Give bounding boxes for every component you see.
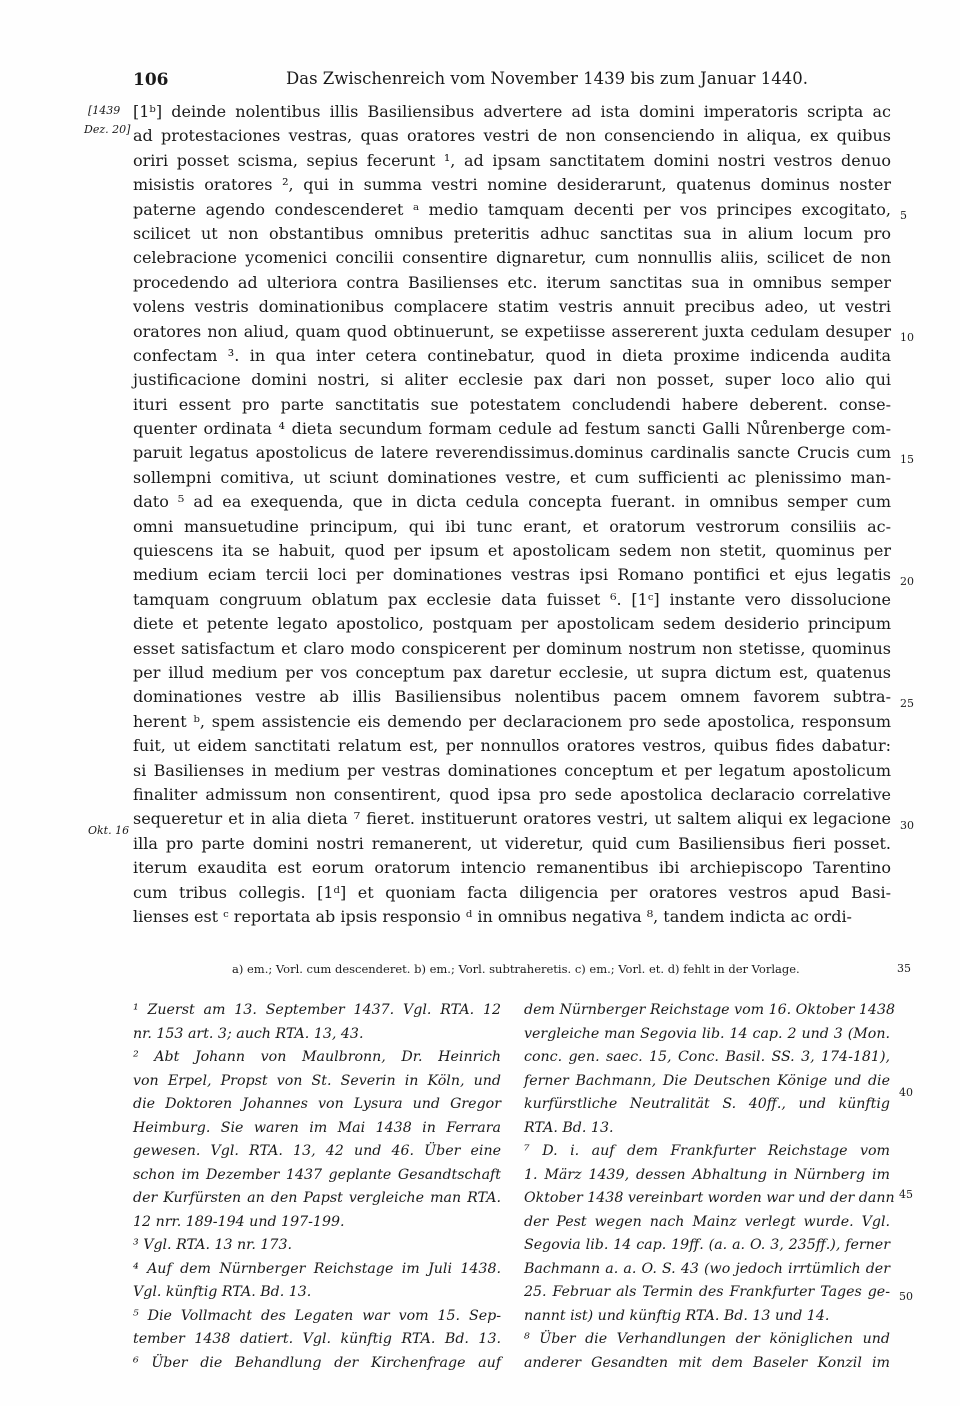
text-line: paterne agendo condescenderet ᵃ medio tamquam decenti per vos principes excogitato, bbox=[133, 199, 891, 219]
footnote-line: der Pest wegen nach Mainz verlegt wurde. Vgl. bbox=[524, 1213, 890, 1230]
footnote-line: Segovia lib. 14 cap. 19ff. (a. a. O. 3, 235ff.), ferner bbox=[524, 1237, 890, 1253]
footnote-line: schon im Dezember 1437 geplante Gesandtschaft bbox=[133, 1166, 501, 1183]
text-line: illa pro parte domini nostri remanerent, ut videretur, quid cum Basiliensibus fieri posset. bbox=[133, 833, 891, 853]
text-line: paruit legatus apostolicus de latere reverendissimus.dominus cardinalis sancte Crucis cum bbox=[133, 443, 891, 463]
footnote-line: nannt ist) und künftig RTA. Bd. 13 und 14. bbox=[524, 1307, 830, 1324]
line-number: 45 bbox=[899, 1188, 913, 1201]
margin-date-oct: Okt. 16 bbox=[88, 824, 130, 837]
running-title: Das Zwischenreich vom November 1439 bis zum Januar 1440. bbox=[286, 69, 809, 88]
footnote-line: tember 1438 datiert. Vgl. künftig RTA. Bd. 13. bbox=[133, 1331, 501, 1347]
footnote-line: ferner Bachmann, Die Deutschen Könige und die bbox=[524, 1072, 890, 1089]
text-line: oriri posset scisma, sepius fecerunt ¹, ad ipsam sanctitatem domini nostri vestros denuo bbox=[133, 150, 891, 170]
footnote-line: gewesen. Vgl. RTA. 13, 42 und 46. Über eine bbox=[133, 1143, 501, 1159]
line-number: 30 bbox=[900, 819, 914, 832]
footnote-line: von Erpel, Propst von St. Severin in Köln, und bbox=[133, 1072, 501, 1089]
line-number: 25 bbox=[900, 697, 914, 710]
footnote-line: nr. 153 art. 3; auch RTA. 13, 43. bbox=[133, 1025, 364, 1042]
line-number: 5 bbox=[900, 209, 907, 222]
footnote-line: ⁸ Über die Verhandlungen der königlichen und bbox=[524, 1331, 890, 1347]
footnote-line: ⁴ Auf dem Nürnberger Reichstage im Juli 1438. bbox=[133, 1260, 501, 1277]
text-line: ad protestaciones vestras, quas oratores vestri de non consenciendo in aliqua, ex quibus bbox=[133, 126, 891, 146]
text-line: volens vestris dominationibus complacere statim vestris annuit precibus adeo, ut vestri bbox=[133, 297, 891, 317]
text-line: diete et petente legato apostolico, postquam per apostolicam sedem desiderio principum bbox=[133, 614, 891, 634]
main-text bbox=[133, 100, 891, 929]
footnote-line: ¹ Zuerst am 13. September 1437. Vgl. RTA. 12 bbox=[133, 1002, 501, 1018]
text-line: fuit, ut eidem sanctitati relatum est, per nonnullos oratores vestros, quibus fides dabatur: bbox=[133, 736, 891, 756]
footnote-line: ⁷ D. i. auf dem Frankfurter Reichstage vom bbox=[524, 1143, 890, 1159]
text-line: cum tribus collegis. [1ᵈ] et quoniam facta diligencia per oratores vestros apud Basi- bbox=[133, 882, 891, 902]
line-number: 40 bbox=[899, 1086, 913, 1099]
text-line: justificacione domini nostri, si aliter ecclesie pax dari non posset, super loco alio qui bbox=[133, 370, 891, 390]
footnote-line: 1. März 1439, dessen Abhaltung in Nürnberg im bbox=[524, 1166, 890, 1183]
text-line: [1ᵇ] deinde nolentibus illis Basiliensibus advertere ad ista domini imperatoris scripta ac bbox=[133, 102, 891, 121]
footnote-line: Heimburg. Sie waren im Mai 1438 in Ferrara bbox=[133, 1119, 501, 1136]
text-line: misistis oratores ², qui in summa vestri nomine desiderarunt, quatenus dominus noster bbox=[133, 175, 891, 195]
text-line: iterum exaudita est eorum oratorum intencio remanentibus ibi archiepiscopo Tarentino bbox=[133, 858, 891, 878]
footnote-line: ³ Vgl. RTA. 13 nr. 173. bbox=[133, 1237, 292, 1253]
footnote-line: dem Nürnberger Reichstage vom 16. Oktober 1438 bbox=[524, 1002, 896, 1018]
text-line: lienses est ᶜ reportata ab ipsis responsio ᵈ in omnibus negativa ⁸, tandem indicta ac ordi- bbox=[133, 906, 852, 926]
text-line: herent ᵇ, spem assistencie eis demendo per declaracionem pro sede apostolica, responsum bbox=[133, 711, 891, 731]
footnote-line: vergleiche man Segovia lib. 14 cap. 2 und 3 (Mon. bbox=[524, 1025, 890, 1042]
text-line: ituri essent pro parte sanctitatis sue potestatem concludendi habere deberent. conse- bbox=[133, 394, 891, 414]
text-line: medium eciam tercii loci per dominationes vestras ipsi Romano pontifici et ejus legatis bbox=[133, 565, 891, 585]
text-line: procedendo ad ulteriora contra Basilienses etc. iterum sanctitas sua in omnibus semper bbox=[133, 272, 891, 292]
critical-apparatus: a) em.; Vorl. cum descenderet. b) em.; Vorl. subtraheretis. c) em.; Vorl. et. d) fehlt in der Vorlage. bbox=[232, 962, 800, 976]
footnotes-right bbox=[524, 999, 896, 1375]
line-number: 10 bbox=[900, 331, 914, 344]
text-line: dato ⁵ ad ea exequenda, que in dicta cedula concepta fuerant. in omnibus semper cum bbox=[133, 492, 891, 512]
text-line: esset satisfactum et claro modo conspicerent per dominum nostrum non stetisse, quominus bbox=[133, 638, 891, 658]
footnote-line: Bachmann a. a. O. S. 43 (wo jedoch irrtümlich der bbox=[524, 1260, 890, 1277]
footnote-line: conc. gen. saec. 15, Conc. Basil. SS. 3, 174-181), bbox=[524, 1049, 890, 1065]
text-line: confectam ³. in qua inter cetera continebatur, quod in dieta proxime indicenda audita bbox=[133, 345, 891, 365]
text-line: si Basilienses in medium per vestras dominationes conceptum et per legatum apostolicum bbox=[133, 760, 891, 780]
footnote-line: der Kurfürsten an den Papst vergleiche man RTA. bbox=[133, 1190, 501, 1206]
text-line: scilicet ut non obstantibus omnibus preteritis adhuc sanctitas sua in alium locum pro bbox=[133, 223, 891, 243]
text-line: tamquam congruum oblatum pax ecclesie data fuisset ⁶. [1ᶜ] instante vero dissolucione bbox=[133, 589, 891, 609]
footnote-line: die Doktoren Johannes von Lysura und Gregor bbox=[133, 1096, 501, 1112]
footnote-line: 12 nrr. 189-194 und 197-199. bbox=[133, 1213, 345, 1230]
margin-date-day: Dez. 20] bbox=[84, 123, 131, 136]
text-line: sequeretur et in alia dieta ⁷ fieret. instituerunt oratores vestri, ut saltem aliqui ex legacione bbox=[133, 809, 891, 829]
line-number: 35 bbox=[897, 962, 911, 975]
text-line: omni mansuetudine principum, qui ibi tunc erant, et oratorum vestrorum consiliis ac- bbox=[133, 516, 891, 536]
footnote-line: kurfürstliche Neutralität S. 40ff., und künftig bbox=[524, 1096, 890, 1112]
footnote-line: Oktober 1438 vereinbart worden war und der dann bbox=[524, 1190, 895, 1206]
footnotes-left bbox=[133, 999, 501, 1375]
line-number: 15 bbox=[900, 453, 914, 466]
footnote-line: ² Abt Johann von Maulbronn, Dr. Heinrich bbox=[133, 1049, 501, 1065]
text-line: celebracione ycomenici concilii consentire dignaretur, cum nonnullis aliis, scilicet de non bbox=[133, 248, 891, 268]
footnote-line: ⁵ Die Vollmacht des Legaten war vom 15. Sep- bbox=[133, 1307, 501, 1324]
text-line: quiescens ita se habuit, quod per ipsum et apostolicam sedem non stetit, quominus per bbox=[133, 541, 891, 561]
text-line: quenter ordinata ⁴ dieta secundum formam cedule ad festum sancti Galli Nůrenberge com- bbox=[133, 419, 891, 439]
margin-date-year: [1439 bbox=[88, 104, 121, 117]
text-line: dominationes vestre ab illis Basiliensibus nolentibus pacem omnem favorem subtra- bbox=[133, 687, 891, 707]
footnote-line: anderer Gesandten mit dem Baseler Konzil im bbox=[524, 1354, 890, 1371]
footnote-line: ⁶ Über die Behandlung der Kirchenfrage auf bbox=[133, 1354, 501, 1371]
footnote-line: 25. Februar als Termin des Frankfurter Tages ge- bbox=[524, 1284, 890, 1300]
footnote-line: Vgl. künftig RTA. Bd. 13. bbox=[133, 1284, 312, 1300]
text-line: sollempni comitiva, ut sciunt dominationes vestre, et cum sufficienti ac plenissimo man- bbox=[133, 467, 891, 487]
text-line: oratores non aliud, quam quod obtinuerunt, se expetiisse assererent juxta cedulam desuper bbox=[133, 321, 891, 341]
page-number: 106 bbox=[133, 70, 169, 90]
footnote-line: RTA. Bd. 13. bbox=[524, 1119, 614, 1136]
text-line: finaliter admissum non consentirent, quod ipsa pro sede apostolica declaracio correlative bbox=[133, 784, 891, 804]
text-line: per illud medium per vos conceptum pax daretur ecclesie, ut supra dictum est, quatenus bbox=[133, 662, 891, 682]
line-number: 20 bbox=[900, 575, 914, 588]
line-number: 50 bbox=[899, 1290, 913, 1303]
